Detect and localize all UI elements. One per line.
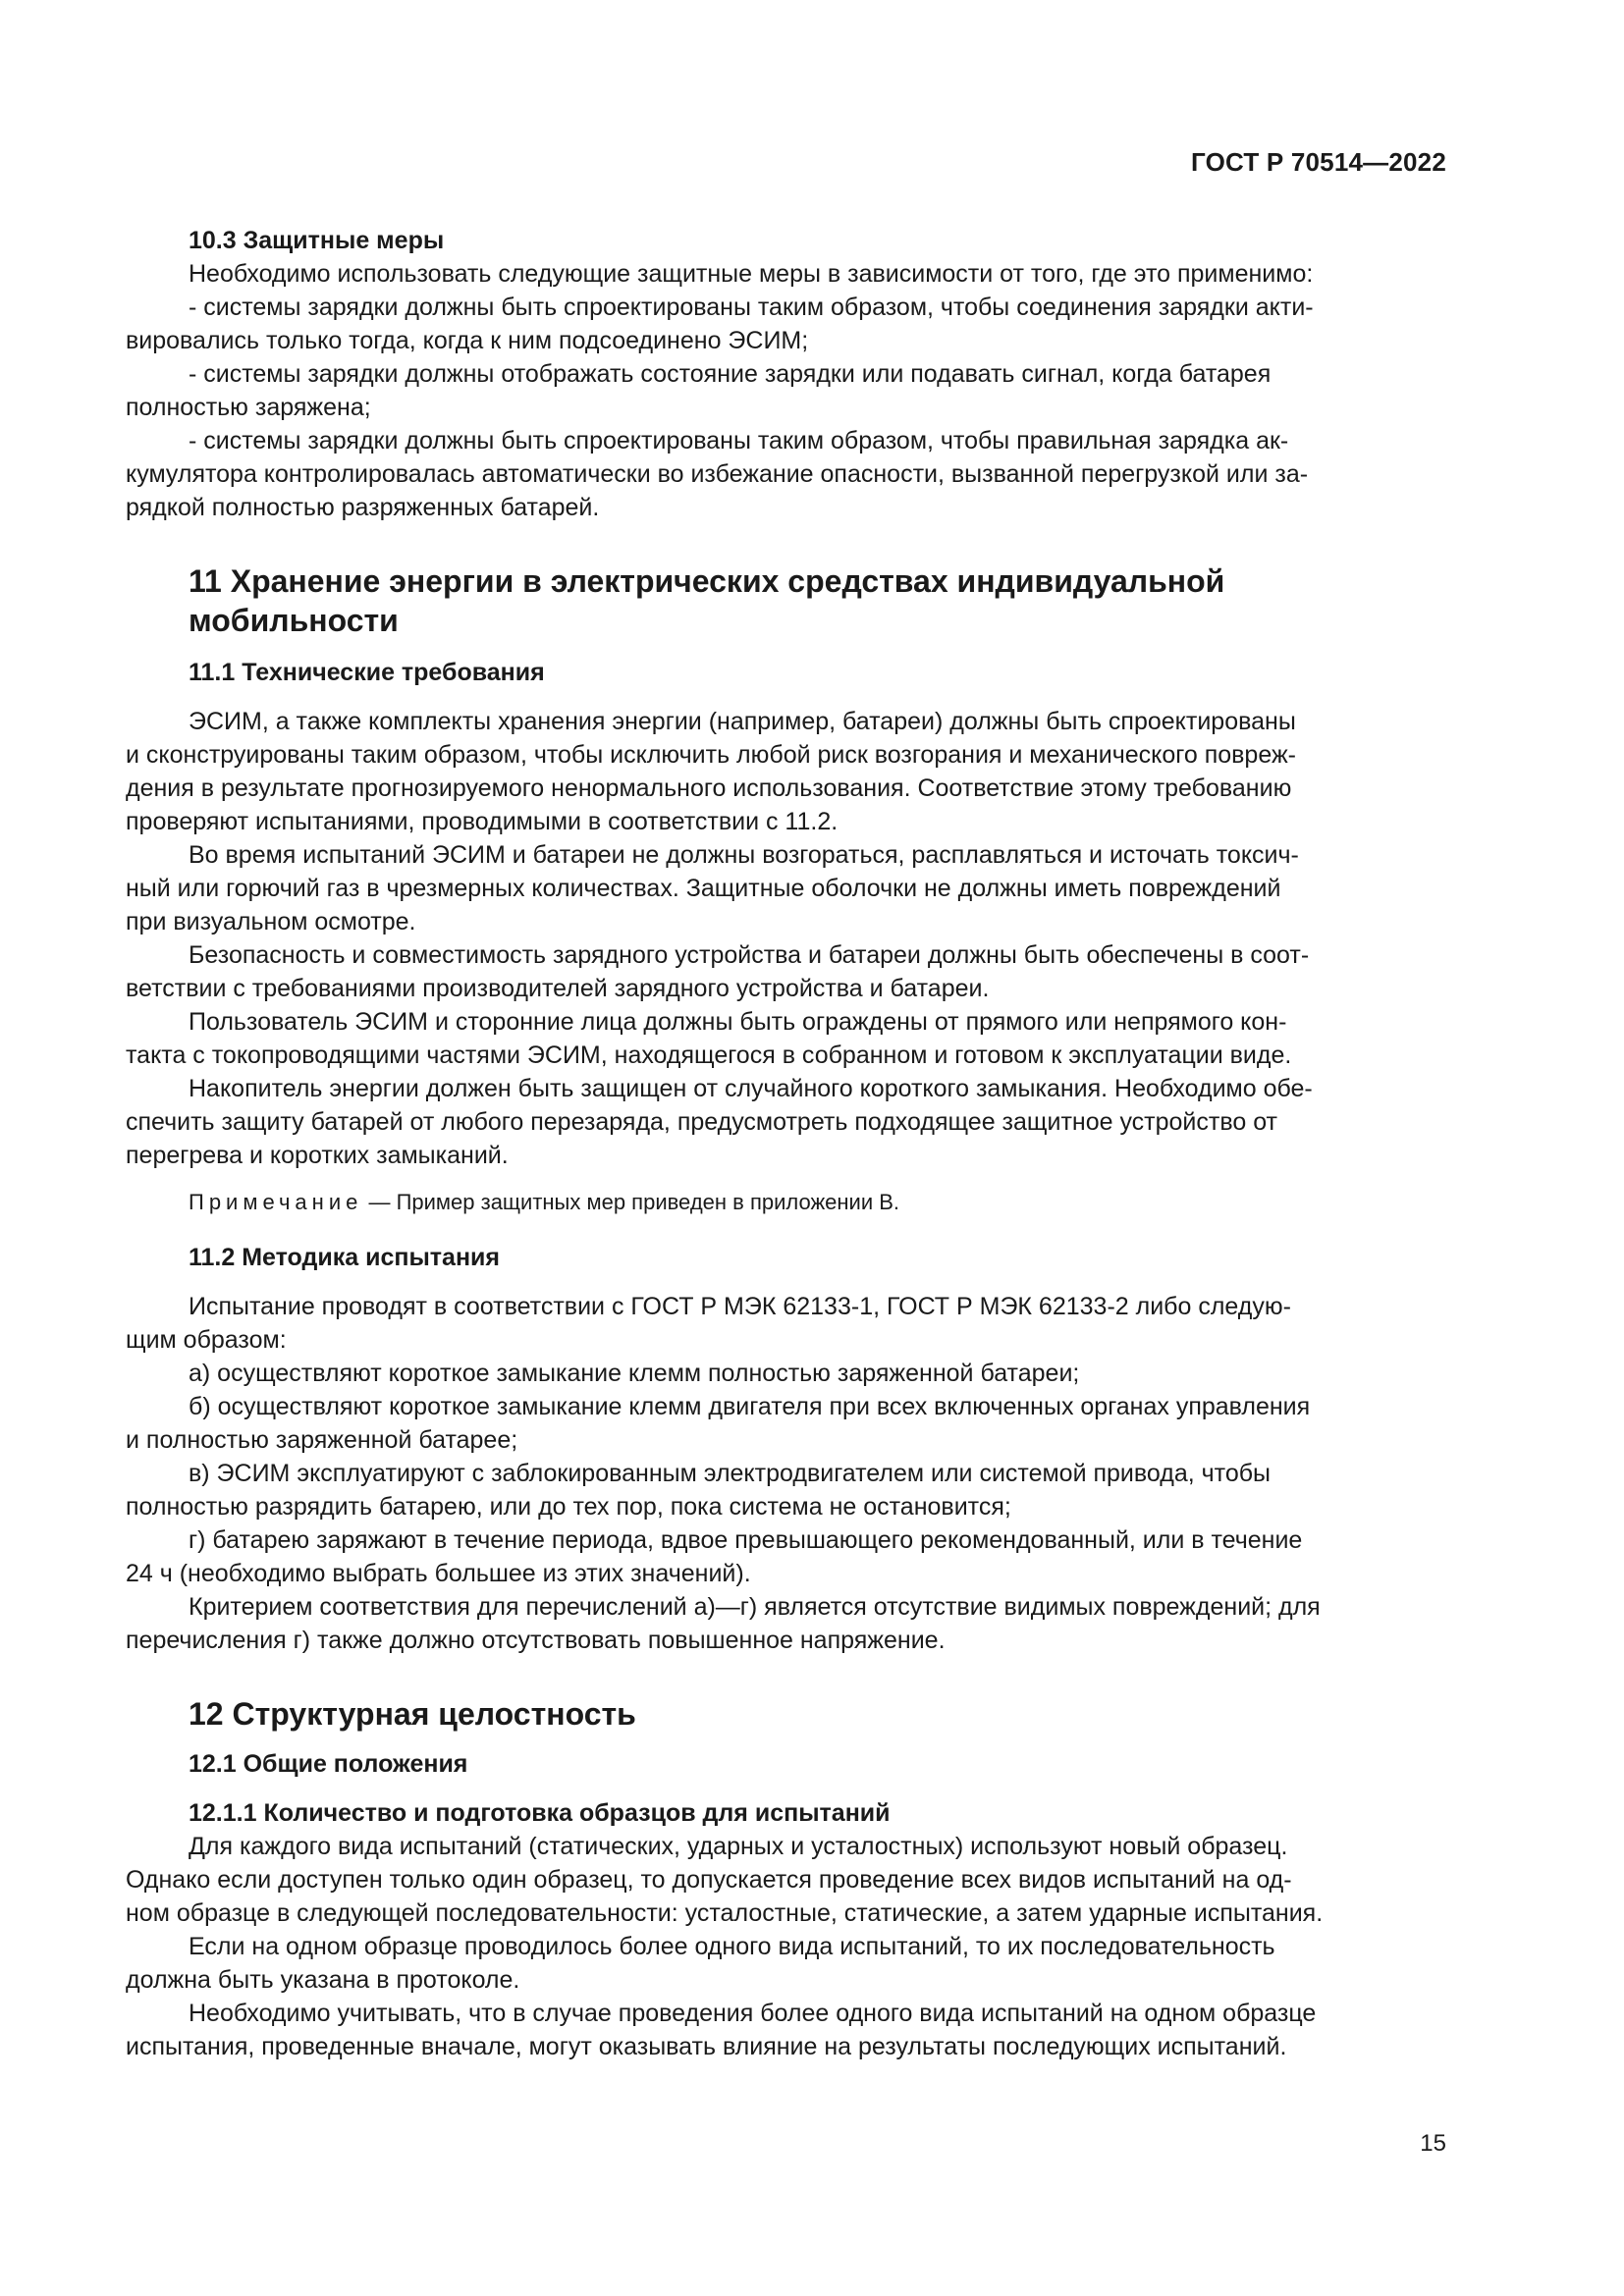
- paragraph-line: Безопасность и совместимость зарядного устройства и батареи должны быть обеспечены в соот-: [189, 941, 1310, 969]
- section-11-1: [126, 656, 1447, 1217]
- note-label: Примечание: [189, 1190, 363, 1214]
- heading-11-2: 11.2 Методика испытания: [189, 1244, 501, 1271]
- note-text: — Пример защитных мер приведен в приложении В.: [362, 1190, 900, 1214]
- note: [189, 1188, 1447, 1217]
- list-item: в) ЭСИМ эксплуатируют с заблокированным электродвигателем или системой привода, чтобы: [189, 1460, 1272, 1487]
- paragraph-line: Во время испытаний ЭСИМ и батареи не должны возгораться, расплавляться и источать токсич-: [189, 841, 1299, 869]
- list-item: а) осуществляют короткое замыкание клемм полностью заряженной батареи;: [189, 1360, 1080, 1387]
- paragraph: Необходимо использовать следующие защитные меры в зависимости от того, где это применимо:: [189, 260, 1314, 288]
- document-body: [126, 224, 1447, 2063]
- heading-12-1: 12.1 Общие положения: [189, 1750, 468, 1778]
- paragraph-line: Если на одном образце проводилось более одного вида испытаний, то их последовательность: [189, 1933, 1275, 1960]
- paragraph-line: испытания, проведенные вначале, могут оказывать влияние на результаты последующих испытаний.: [126, 2033, 1287, 2060]
- list-item: г) батарею заряжают в течение периода, вдвое превышающего рекомендованный, или в течение: [189, 1526, 1303, 1554]
- list-item: - системы зарядки должны отображать состояние зарядки или подавать сигнал, когда батарея: [189, 360, 1272, 388]
- paragraph-line: Испытание проводят в соответствии с ГОСТ Р МЭК 62133-1, ГОСТ Р МЭК 62133-2 либо следую-: [189, 1293, 1291, 1320]
- list-item-cont: 24 ч (необходимо выбрать большее из этих значений).: [126, 1560, 751, 1587]
- heading-12-1-1: 12.1.1 Количество и подготовка образцов для испытаний: [189, 1799, 891, 1827]
- list-item-cont: вировались только тогда, когда к ним подсоединено ЭСИМ;: [126, 327, 809, 354]
- section-11-2: [126, 1241, 1447, 1657]
- section-12: [189, 1694, 1447, 1734]
- list-item: - системы зарядки должны быть спроектированы таким образом, чтобы соединения зарядки акти-: [189, 294, 1314, 321]
- page-header: ГОСТ Р 70514—2022: [1191, 147, 1446, 177]
- list-item-cont: и полностью заряженной батарее;: [126, 1426, 518, 1454]
- heading-10-3: 10.3 Защитные меры: [189, 227, 445, 254]
- paragraph-line: спечить защиту батарей от любого перезаряда, предусмотреть подходящее защитное устройство от: [126, 1108, 1277, 1136]
- paragraph-line: проверяют испытаниями, проводимыми в соответствии с 11.2.: [126, 808, 839, 835]
- paragraph-line: Для каждого вида испытаний (статических, ударных и усталостных) используют новый образец.: [189, 1833, 1288, 1860]
- heading-11-1: 11.1 Технические требования: [189, 659, 545, 686]
- paragraph-line: Критерием соответствия для перечислений а)—г) является отсутствие видимых повреждений; для: [189, 1593, 1321, 1621]
- section-12-1: [189, 1747, 1447, 1781]
- list-item: б) осуществляют короткое замыкание клемм двигателя при всех включенных органах управления: [189, 1393, 1311, 1420]
- paragraph-line: ЭСИМ, а также комплекты хранения энергии (например, батареи) должны быть спроектированы: [189, 708, 1296, 735]
- section-10-3: [126, 224, 1447, 524]
- heading-11: 11 Хранение энергии в электрических средствах индивидуальной: [189, 563, 1225, 599]
- paragraph-line: ном образце в следующей последовательности: усталостные, статические, а затем ударные испытания.: [126, 1899, 1324, 1927]
- paragraph-line: щим образом:: [126, 1326, 287, 1354]
- paragraph-line: Однако если доступен только один образец, то допускается проведение всех видов испытаний на од-: [126, 1866, 1292, 1894]
- paragraph-line: такта с токопроводящими частями ЭСИМ, находящегося в собранном и готовом к эксплуатации виде.: [126, 1041, 1292, 1069]
- paragraph-line: перечисления г) также должно отсутствовать повышенное напряжение.: [126, 1627, 946, 1654]
- list-item-cont: полностью заряжена;: [126, 394, 371, 421]
- paragraph-line: дения в результате прогнозируемого ненормального использования. Соответствие этому требованию: [126, 774, 1292, 802]
- paragraph-line: ный или горючий газ в чрезмерных количествах. Защитные оболочки не должны иметь повреждений: [126, 875, 1281, 902]
- list-item-cont: полностью разрядить батарею, или до тех пор, пока система не остановится;: [126, 1493, 1011, 1521]
- paragraph-line: Накопитель энергии должен быть защищен от случайного короткого замыкания. Необходимо обе-: [189, 1075, 1313, 1102]
- list-item-cont: рядкой полностью разряженных батарей.: [126, 494, 600, 521]
- paragraph-line: должна быть указана в протоколе.: [126, 1966, 520, 1994]
- paragraph-line: ветствии с требованиями производителей зарядного устройства и батареи.: [126, 975, 990, 1002]
- heading-12: 12 Структурная целостность: [189, 1696, 636, 1732]
- paragraph-line: при визуальном осмотре.: [126, 908, 416, 935]
- list-item: - системы зарядки должны быть спроектированы таким образом, чтобы правильная зарядка ак-: [189, 427, 1289, 454]
- heading-11-cont: мобильности: [189, 603, 399, 638]
- paragraph-line: Необходимо учитывать, что в случае проведения более одного вида испытаний на одном образце: [189, 2000, 1317, 2027]
- page-number: 15: [1420, 2130, 1446, 2157]
- section-11: [189, 561, 1447, 640]
- section-12-1-1: [126, 1796, 1447, 2063]
- paragraph-line: и сконструированы таким образом, чтобы исключить любой риск возгорания и механического повреж-: [126, 741, 1297, 769]
- paragraph-line: перегрева и коротких замыканий.: [126, 1142, 509, 1169]
- list-item-cont: кумулятора контролировалась автоматически во избежание опасности, вызванной перегрузкой или за-: [126, 460, 1309, 488]
- paragraph-line: Пользователь ЭСИМ и сторонние лица должны быть ограждены от прямого или непрямого кон-: [189, 1008, 1287, 1036]
